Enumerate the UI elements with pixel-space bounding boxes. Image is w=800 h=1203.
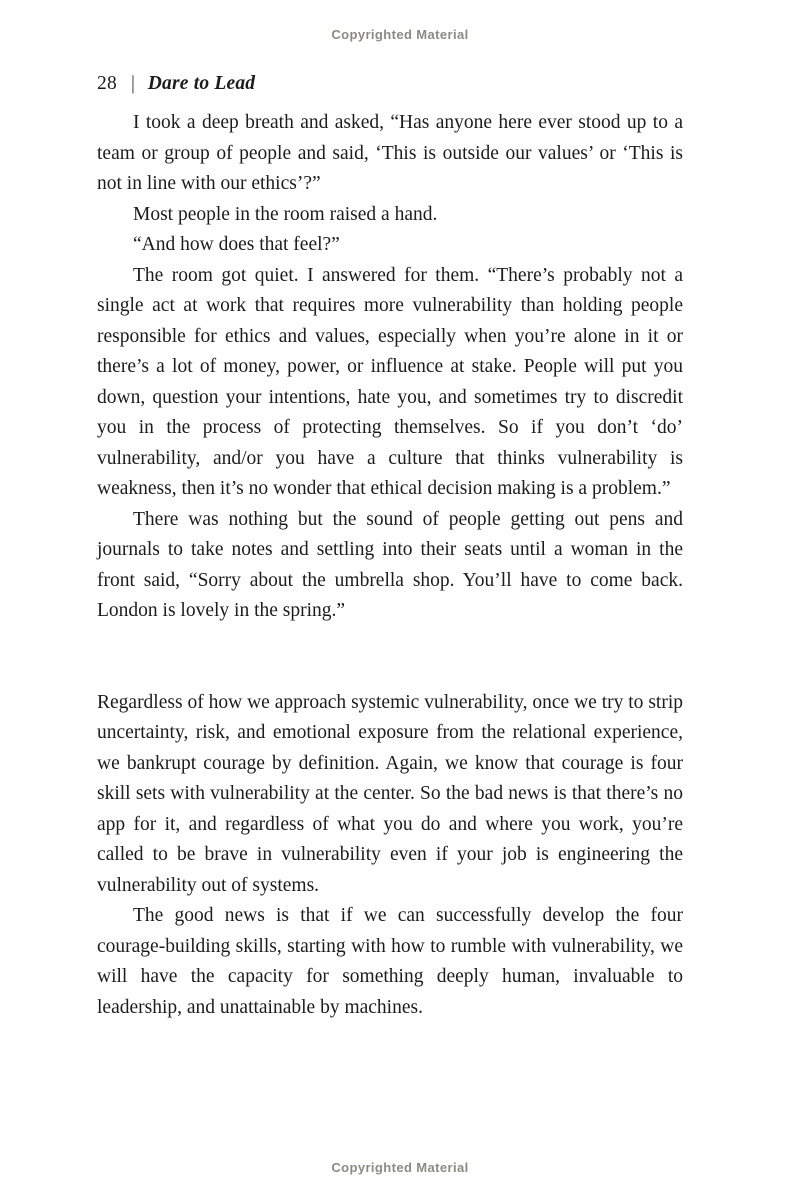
header-separator: | [130,73,135,94]
copyright-notice-top: Copyrighted Material [331,27,469,42]
paragraph-nothing-but-sound: There was nothing but the sound of people getting out pens and journals to take notes and settling into their seats until a woman in the front said, “Sorry about the umbrella shop. You’ll have to come back. London is lovely in the spring.” [97,508,683,621]
page-number: 28 [97,73,118,94]
page-header [97,73,703,95]
paragraph-good-news: The good news is that if we can successfully develop the four courage-building skills, starting with how to rumble with vulnerability, we will have the capacity for something deeply human, invaluable to leadership, and unattainable by machines. [97,905,683,1018]
section-break [97,627,683,688]
book-title: Dare to Lead [147,73,256,94]
paragraph-raised-hand: Most people in the room raised a hand. [133,203,438,225]
paragraph-how-does-that-feel: “And how does that feel?” [133,234,340,255]
copyright-notice-bottom: Copyrighted Material [331,1160,469,1175]
paragraph-regardless-approach: Regardless of how we approach systemic vulnerability, once we try to strip uncertainty, risk, and emotional exposure from the relational experience, we bankrupt courage by definition. Again, we know that courage is four skill sets with vulnerability at the center. So the bad news is that there’s no app for it, and regardless of what you do and where you work, you’re called to be brave in vulnerability even if your job is engineering the vulnerability out of systems. [97,691,683,896]
page-body [97,108,683,1023]
paragraph-room-got-quiet: The room got quiet. I answered for them. “There’s probably not a single act at work that requires more vulnerability than holding people responsible for ethics and values, especially when you’re alone in it or there’s a lot of money, power, or influence at stake. People will put you down, question your intentions, hate you, and sometimes try to discredit you in the process of protecting themselves. So if you don’t ‘do’ vulnerability, and/or you have a culture that thinks vulnerability is weakness, then it’s no wonder that ethical decision making is a problem.” [97,264,683,499]
paragraph-dialogue-question: I took a deep breath and asked, “Has anyone here ever stood up to a team or group of people and said, ‘This is outside our values’ or ‘This is not in line with our ethics’?” [97,112,683,194]
